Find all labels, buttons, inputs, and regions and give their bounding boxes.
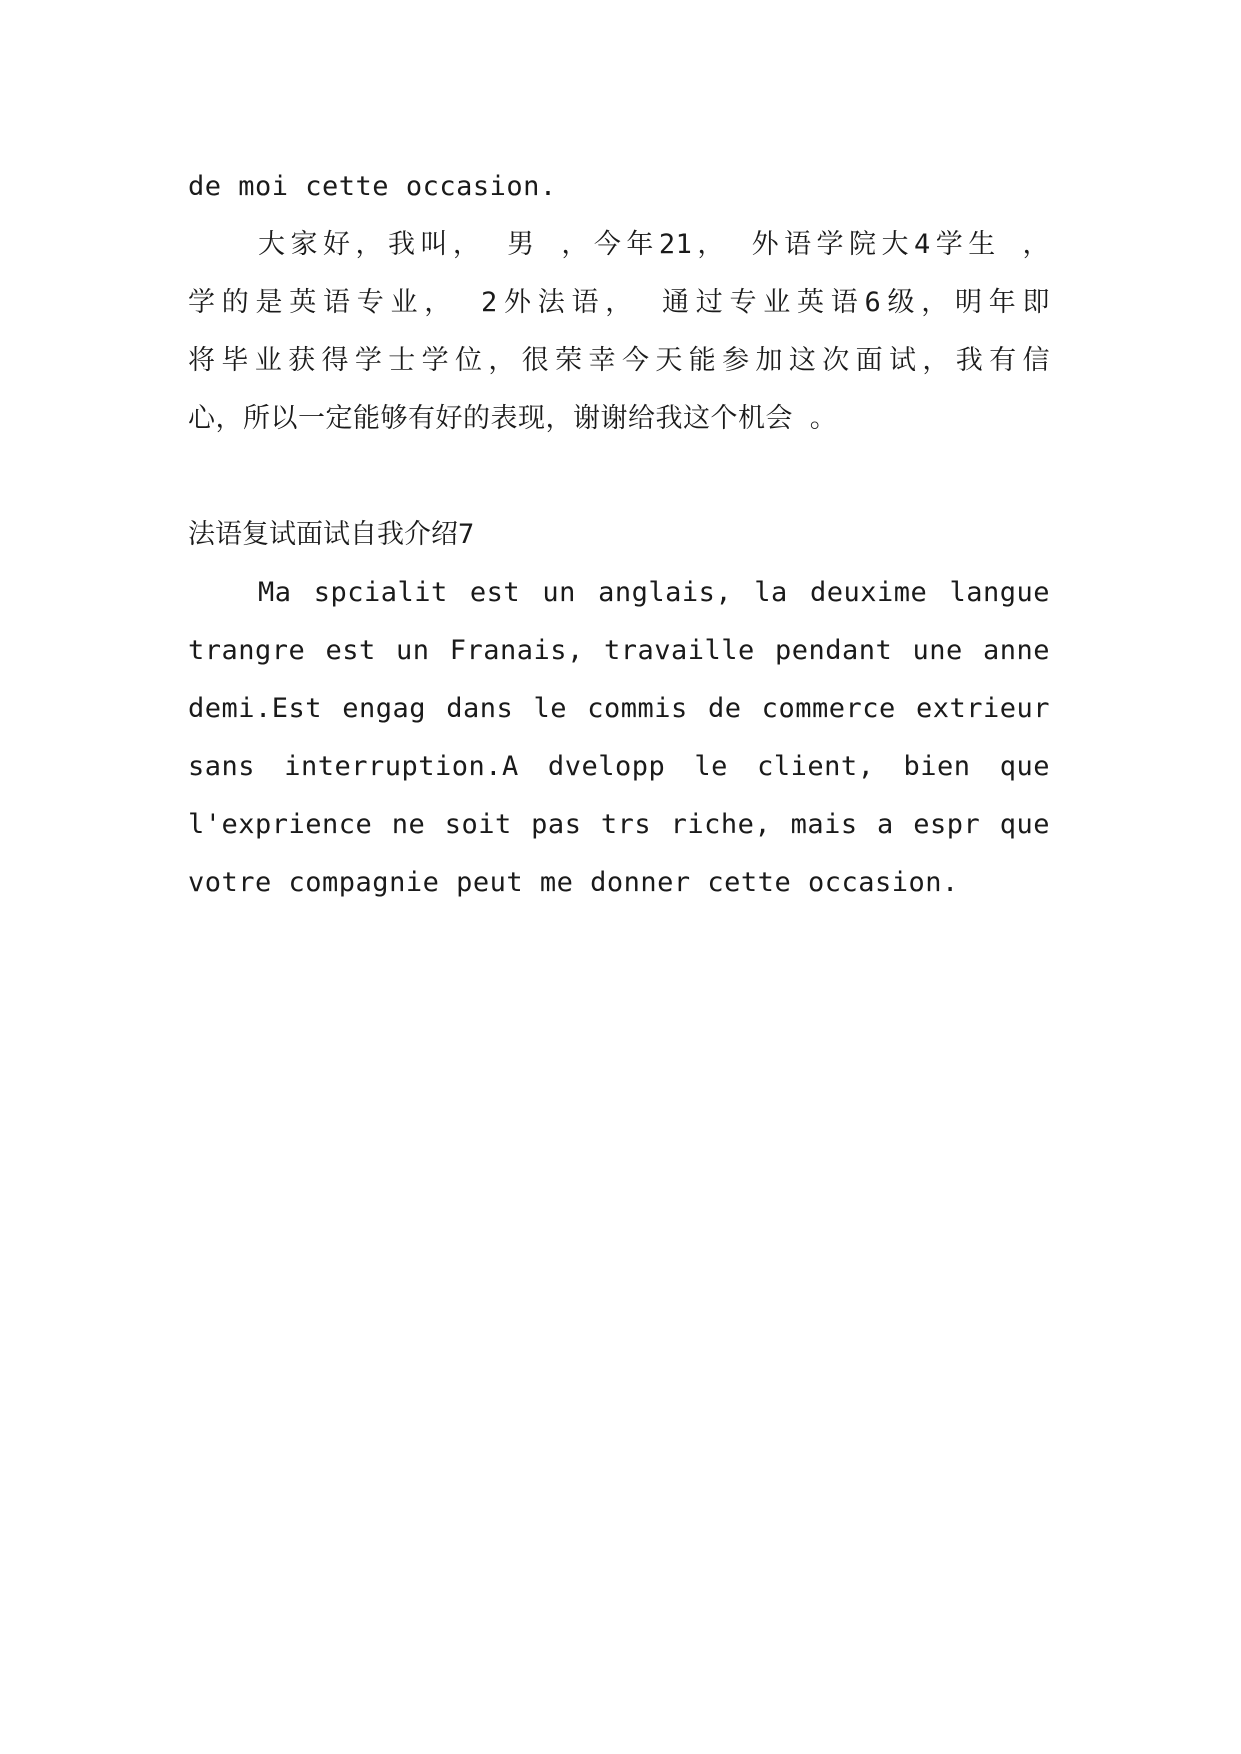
chinese-paragraph — [188, 216, 1050, 448]
french-line-4: sans interruption.A dvelopp le client, bien que — [188, 751, 1050, 782]
french-line-5: l'exprience ne soit pas trs riche, mais a espr que — [188, 809, 1050, 840]
french-line-3: demi.Est engag dans le commis de commerce extrieur — [188, 693, 1050, 724]
chinese-line-4: 心，所以一定能够有好的表现，谢谢给我这个机会 。 — [188, 403, 838, 434]
chinese-line-2: 学的是英语专业， 2外法语， 通过专业英语6级，明年即 — [188, 287, 1050, 318]
paragraph-spacer — [188, 448, 1050, 506]
french-line-1: Ma spcialit est un anglais, la deuxime langue — [258, 577, 1050, 608]
french-line-6: votre compagnie peut me donner cette occasion. — [188, 867, 959, 898]
opening-fragment-line: de moi cette occasion. — [188, 171, 557, 202]
french-paragraph — [188, 564, 1050, 912]
chinese-line-1: 大家好，我叫， 男 ，今年21， 外语学院大4学生 ， — [258, 229, 1050, 260]
section-heading: 法语复试面试自我介绍7 — [188, 519, 475, 550]
chinese-line-3: 将毕业获得学士学位，很荣幸今天能参加这次面试，我有信 — [188, 345, 1050, 376]
french-line-2: trangre est un Franais, travaille pendant une anne — [188, 635, 1050, 666]
document-body — [188, 158, 1050, 912]
